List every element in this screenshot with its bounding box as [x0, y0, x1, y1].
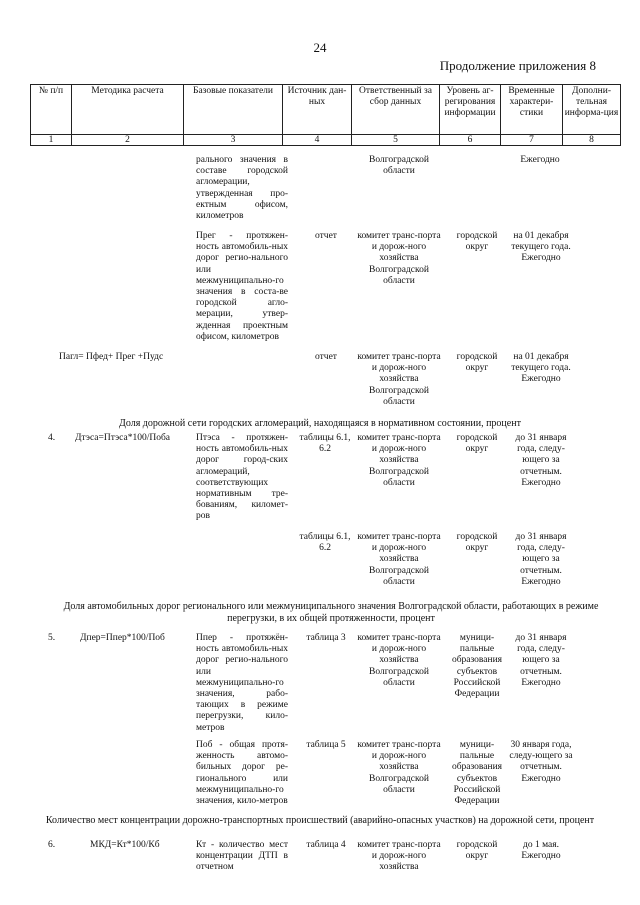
column-number-3: 3: [184, 135, 283, 146]
column-number-2: 2: [72, 135, 184, 146]
column-number-8: 8: [563, 135, 621, 146]
time-text: на 01 декабря текущего года. Ежегодно: [511, 231, 571, 264]
time-text: 30 января года, следу-ющего за отчетным. Ежегодно: [509, 740, 573, 784]
column-number-7: 7: [501, 135, 563, 146]
header-col-8: Дополни-тельная информа-ция: [563, 85, 621, 135]
source-text: таблица 3: [306, 633, 346, 643]
responsible-text: Волгоградской области: [369, 155, 429, 177]
responsible-text: комитет транс-порта и дорож-ного хозяйства Волгоградской области: [357, 433, 441, 488]
header-col-4: Источник дан-ных: [283, 85, 352, 135]
source-text: таблицы 6.1, 6.2: [299, 433, 351, 455]
row-number: 5.: [48, 633, 56, 643]
row-number: 4.: [48, 433, 56, 443]
base-indicator-text: Поб - общая протя-женность автомо-бильных дорог ре-гионального или межмуниципально-го значения, кило-метров: [196, 740, 288, 807]
responsible-text: комитет транс-порта и дорож-ного хозяйства: [357, 840, 441, 873]
aggregation-level-text: городской округ: [456, 433, 498, 455]
method-formula: Пагл= Пфед+ Прег +Пудс: [59, 352, 164, 362]
base-indicator-text: Ппер - протяжён-ность автомобиль-ных дорог регио-нального или межмуниципально-го значения, рабо-тающих в режиме перегрузки, кило-метров: [196, 633, 288, 733]
aggregation-level-text: городской округ: [456, 352, 498, 374]
section-heading: Доля автомобильных дорог регионального или межмуниципального значения Волгоградской области, работающих в режиме перегрузки, в их общей протяженности, процент: [63, 601, 599, 624]
base-indicator-text: рального значения в составе городской агломерации, утвержденная про-ектным офисом, километров: [196, 155, 288, 222]
time-text: на 01 декабря текущего года. Ежегодно: [511, 352, 571, 385]
responsible-text: комитет транс-порта и дорож-ного хозяйства Волгоградской области: [357, 231, 441, 286]
source-text: отчет: [315, 352, 337, 362]
header-col-1: № п/п: [31, 85, 72, 135]
source-text: таблица 4: [306, 840, 346, 850]
aggregation-level-text: городской округ: [456, 532, 498, 554]
column-number-4: 4: [283, 135, 352, 146]
header-col-5: Ответственный за сбор данных: [352, 85, 440, 135]
responsible-text: комитет транс-порта и дорож-ного хозяйства Волгоградской области: [357, 633, 441, 688]
continuation-caption: Продолжение приложения 8: [439, 58, 596, 73]
header-col-2: Методика расчета: [72, 85, 184, 135]
aggregation-level-text: городской округ: [456, 840, 498, 862]
time-text: до 31 января года, следу-ющего за отчетным. Ежегодно: [515, 532, 567, 587]
row-number: 6.: [48, 840, 56, 850]
column-number-1: 1: [31, 135, 72, 146]
aggregation-level-text: муници-пальные образования субъектов Российской Федерации: [451, 633, 503, 700]
header-col-6: Уровень аг-регирования информации: [440, 85, 501, 135]
header-col-3: Базовые показатели: [184, 85, 283, 135]
column-number-5: 5: [352, 135, 440, 146]
time-text: до 31 января года, следу-ющего за отчетным. Ежегодно: [515, 633, 567, 688]
source-text: отчет: [315, 231, 337, 241]
aggregation-level-text: городской округ: [456, 231, 498, 253]
base-indicator-text: Птэса - протяжен-ность автомобиль-ных дорог город-ских агломераций, соответствующих нормативным тре-бованиям, километ-ров: [196, 433, 288, 522]
time-text: Ежегодно: [520, 155, 560, 165]
table-header: [30, 84, 621, 146]
source-text: таблица 5: [306, 740, 346, 750]
time-text: до 31 января года, следу-ющего за отчетным. Ежегодно: [515, 433, 567, 488]
aggregation-level-text: муници-пальные образования субъектов Российской Федерации: [451, 740, 503, 807]
time-text: до 1 мая. Ежегодно: [521, 840, 561, 862]
responsible-text: комитет транс-порта и дорож-ного хозяйства Волгоградской области: [357, 740, 441, 795]
page-number: 24: [313, 40, 327, 55]
method-formula: МКД=Кт*100/Кб: [90, 840, 160, 850]
header-col-7: Временные характери-стики: [501, 85, 563, 135]
base-indicator-text: Прег - протяжен-ность автомобиль-ных дорог регио-нального или межмуниципально-го значения в соста-ве городской агло-мерации, утвер-жденная проектным офисом, километров: [196, 231, 288, 342]
responsible-text: комитет транс-порта и дорож-ного хозяйства Волгоградской области: [357, 532, 441, 587]
section-heading: Количество мест концентрации дорожно-транспортных происшествий (аварийно-опасных участков) на дорожной сети, процент: [45, 815, 595, 826]
base-indicator-text: Кт - количество мест концентрации ДТП в отчетном: [196, 840, 288, 873]
column-number-6: 6: [440, 135, 501, 146]
section-heading: Доля дорожной сети городских агломераций, находящаяся в нормативном состоянии, процент: [119, 418, 521, 429]
method-formula: Дтэса=Птэса*100/Поба: [75, 433, 171, 443]
responsible-text: комитет транс-порта и дорож-ного хозяйства Волгоградской области: [357, 352, 441, 407]
source-text: таблицы 6.1, 6.2: [299, 532, 351, 554]
method-formula: Дпер=Ппер*100/Поб: [80, 633, 165, 643]
